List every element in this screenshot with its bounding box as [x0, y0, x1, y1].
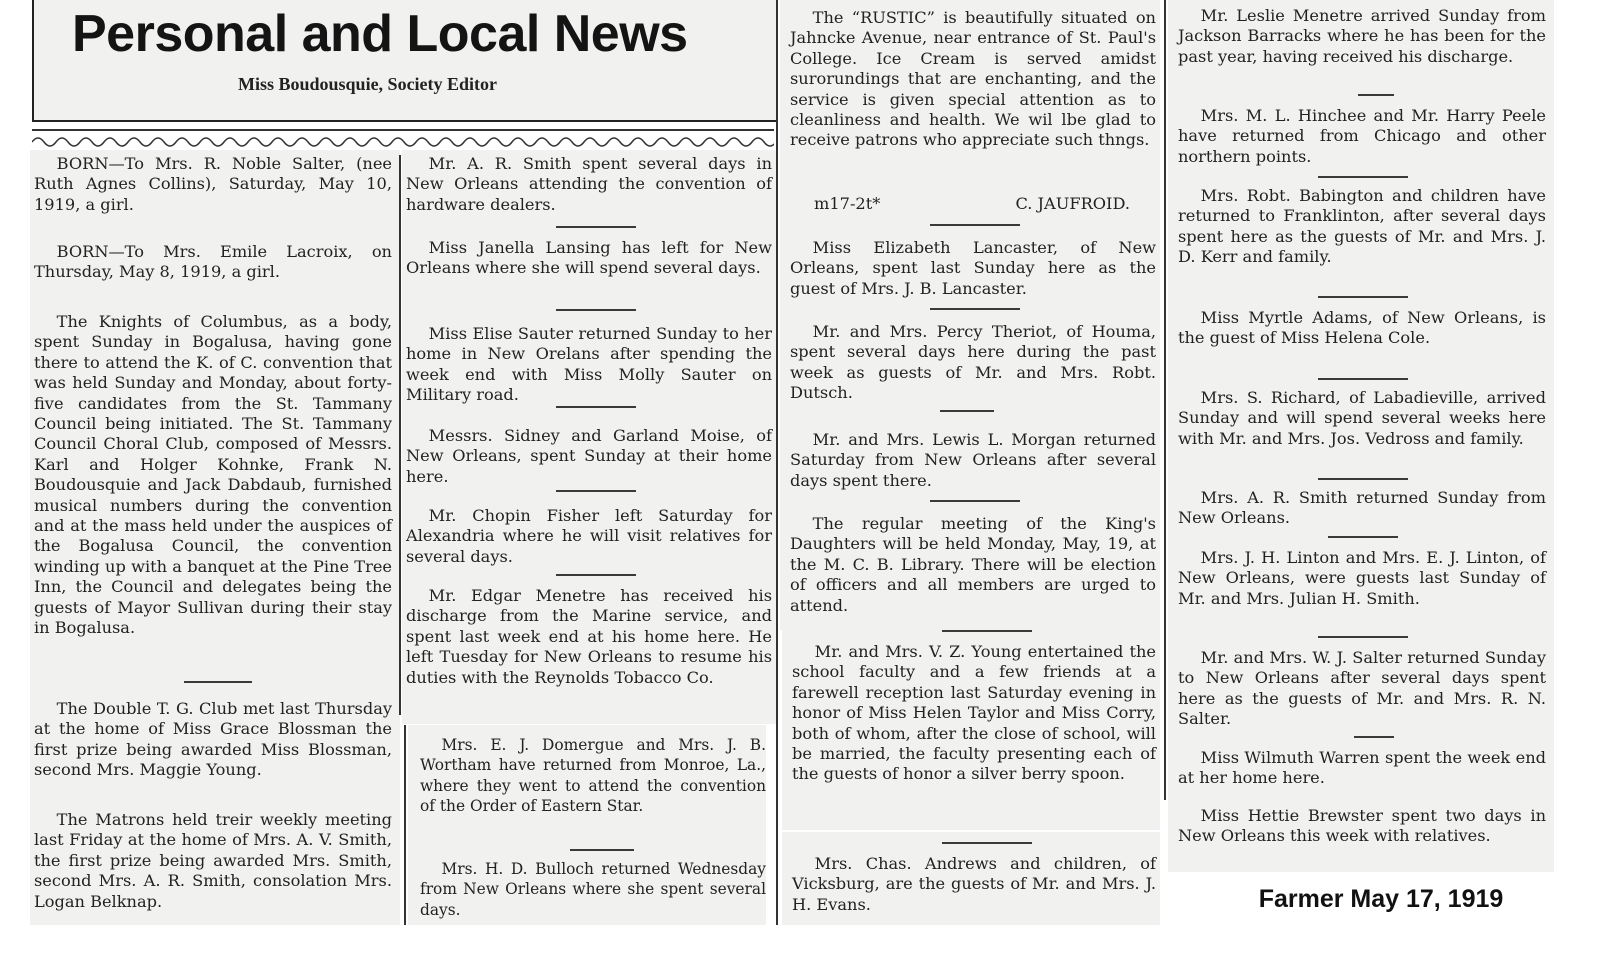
separator-rule — [1358, 94, 1394, 96]
separator-rule — [930, 224, 1020, 226]
page-title: Personal and Local News — [72, 5, 688, 63]
article: The Knights of Columbus, as a body, spent Sunday in Bogalusa, having gone there to attend the K. of C. convention that was held Sunday and Monday, about forty-five candidates from the St. Tammany Council being initiated. The St. Tammany Council Choral Club, composed of Messrs. Karl and Holger Kohnke, Frank N. Boudousquie and Jack Dabdaub, furnished musical numbers during the convention and at the mass held under the auspices of the Bogalusa Council, the convention winding up with a banquet at the Pine Tree Inn, the Council and delegates being the guests of Mayor Sullivan during their stay in Bogalusa. — [34, 312, 392, 638]
column-3 — [780, 0, 1160, 630]
article: Miss Elizabeth Lancaster, of New Orleans, spent last Sunday here as the guest of Mrs. J. B. Lancaster. — [790, 238, 1156, 298]
separator-rule — [556, 309, 636, 311]
article: The Double T. G. Club met last Thursday at the home of Miss Grace Blossman the first prize being awarded Miss Blossman, second Mrs. Maggie Young. — [34, 699, 392, 780]
article: Mrs. H. D. Bulloch returned Wednesday from New Orleans where she spent several days. — [420, 860, 766, 919]
article: Mr. Edgar Menetre has received his discharge from the Marine service, and spent last week end at his home here. He left Tuesday for New Orleans to resume his duties with the Reynolds Tobacco Co. — [406, 586, 772, 687]
ad-signature: C. JAUFROID. — [1015, 194, 1130, 213]
separator-rule — [556, 490, 636, 492]
article: BORN—To Mrs. Emile Lacroix, on Thursday, May 8, 1919, a girl. — [34, 242, 392, 282]
article: The Matrons held treir weekly meeting last Friday at the home of Mrs. A. V. Smith, the first prize being awarded Mrs. Smith, second Mrs. A. R. Smith, consolation Mrs. Logan Belknap. — [34, 810, 392, 911]
separator-rule — [1318, 378, 1408, 380]
article: Miss Elise Sauter returned Sunday to her home in New Orelans after spending the week end with Miss Molly Sauter on Military road. — [406, 324, 772, 405]
article: Miss Wilmuth Warren spent the week end at her home here. — [1178, 748, 1546, 788]
article: Mr. and Mrs. V. Z. Young entertained the school faculty and a few friends at a farewell reception last Saturday evening in honor of Miss Helen Taylor and Miss Corry, both of whom, after the close of school, will be married, the faculty presenting each of the guests of honor a silver berry spoon. — [792, 642, 1156, 784]
separator-rule — [1354, 736, 1394, 738]
article: The “RUSTIC” is beautifully situated on Jahncke Avenue, near entrance of St. Paul's College. Ice Cream is served amidst surorundings that are enchanting, and the service is given special attention as to cleanliness and health. We wil lbe glad to receive patrons who appreciate such thngs. — [790, 8, 1156, 150]
article: Mrs. A. R. Smith returned Sunday from New Orleans. — [1178, 488, 1546, 528]
column-3-lower — [782, 832, 1160, 925]
separator-rule — [556, 226, 636, 228]
column-divider — [776, 0, 778, 925]
column-2 — [402, 150, 776, 724]
column-4 — [1168, 0, 1554, 800]
separator-rule — [930, 500, 1020, 502]
article: Mr. Leslie Menetre arrived Sunday from Jackson Barracks where he has been for the past year, having received his discharge. — [1178, 6, 1546, 66]
article: Mr. and Mrs. W. J. Salter returned Sunday to New Orleans after several days spent here as the guests of Mr. and Mrs. R. N. Salter. — [1178, 648, 1546, 729]
separator-rule — [570, 849, 634, 851]
separator-rule — [940, 410, 994, 412]
article: Mrs. Chas. Andrews and children, of Vicksburg, are the guests of Mr. and Mrs. J. H. Evans. — [792, 854, 1156, 914]
article: Messrs. Sidney and Garland Moise, of New Orleans, spent Sunday at their home here. — [406, 426, 772, 486]
article: Mr. Chopin Fisher left Saturday for Alexandria where he will visit relatives for several days. — [406, 506, 772, 566]
separator-rule — [556, 574, 636, 576]
article: The regular meeting of the King's Daughters will be held Monday, May, 19, at the M. C. B. Library. There will be election of officers and all members are urged to attend. — [790, 514, 1156, 615]
article: Miss Myrtle Adams, of New Orleans, is the guest of Miss Helena Cole. — [1178, 308, 1546, 348]
separator-rule — [556, 406, 636, 408]
article: Mrs. E. J. Domergue and Mrs. J. B. Wortham have returned from Monroe, La., where they went to attend the convention of the Order of Eastern Star. — [420, 736, 766, 816]
wavy-divider — [32, 122, 774, 152]
separator-rule — [184, 681, 252, 683]
article: Miss Hettie Brewster spent two days in New Orleans this week with relatives. — [1178, 806, 1546, 846]
separator-rule — [1328, 536, 1398, 538]
separator-rule — [1318, 176, 1408, 178]
column-1 — [30, 150, 400, 925]
separator-rule — [1318, 478, 1408, 480]
column-divider — [1164, 0, 1166, 800]
society-editor-line: Miss Boudousquie, Society Editor — [238, 74, 498, 94]
article: Mrs. S. Richard, of Labadieville, arrived Sunday and will spend several weeks here with Mr. and Mrs. Jos. Vedross and family. — [1178, 388, 1546, 448]
article: BORN—To Mrs. R. Noble Salter, (nee Ruth Agnes Collins), Saturday, May 10, 1919, a girl. — [34, 154, 392, 214]
article: Mr. and Mrs. Lewis L. Morgan returned Saturday from New Orleans after several days spent there. — [790, 430, 1156, 490]
masthead — [32, 0, 778, 122]
separator-rule — [1318, 296, 1408, 298]
column-divider — [399, 155, 401, 715]
article: Mr. A. R. Smith spent several days in New Orleans attending the convention of hardware dealers. — [406, 154, 772, 214]
separator-rule — [942, 842, 1032, 844]
article: Mr. and Mrs. Percy Theriot, of Houma, spent several days here during the past week as guests of Mr. and Mrs. Robt. Dutsch. — [790, 322, 1156, 403]
article: Mrs. J. H. Linton and Mrs. E. J. Linton, of New Orleans, were guests last Sunday of Mr. and Mrs. Julian H. Smith. — [1178, 548, 1546, 608]
column-4-lower — [1168, 800, 1554, 872]
column-2-lower — [408, 725, 766, 925]
article: Mrs. Robt. Babington and children have returned to Franklinton, after several days spent here as the guests of Mr. and Mrs. J. D. Kerr and family. — [1178, 186, 1546, 267]
ad-code: m17-2t* — [814, 194, 881, 213]
column-divider — [404, 725, 406, 925]
source-caption: Farmer May 17, 1919 — [1162, 874, 1600, 924]
separator-rule — [930, 308, 1020, 310]
column-3-middle — [782, 630, 1160, 830]
article: Mrs. M. L. Hinchee and Mr. Harry Peele have returned from Chicago and other northern points. — [1178, 106, 1546, 166]
separator-rule — [942, 630, 1032, 632]
separator-rule — [1318, 636, 1408, 638]
article: Miss Janella Lansing has left for New Orleans where she will spend several days. — [406, 238, 772, 278]
